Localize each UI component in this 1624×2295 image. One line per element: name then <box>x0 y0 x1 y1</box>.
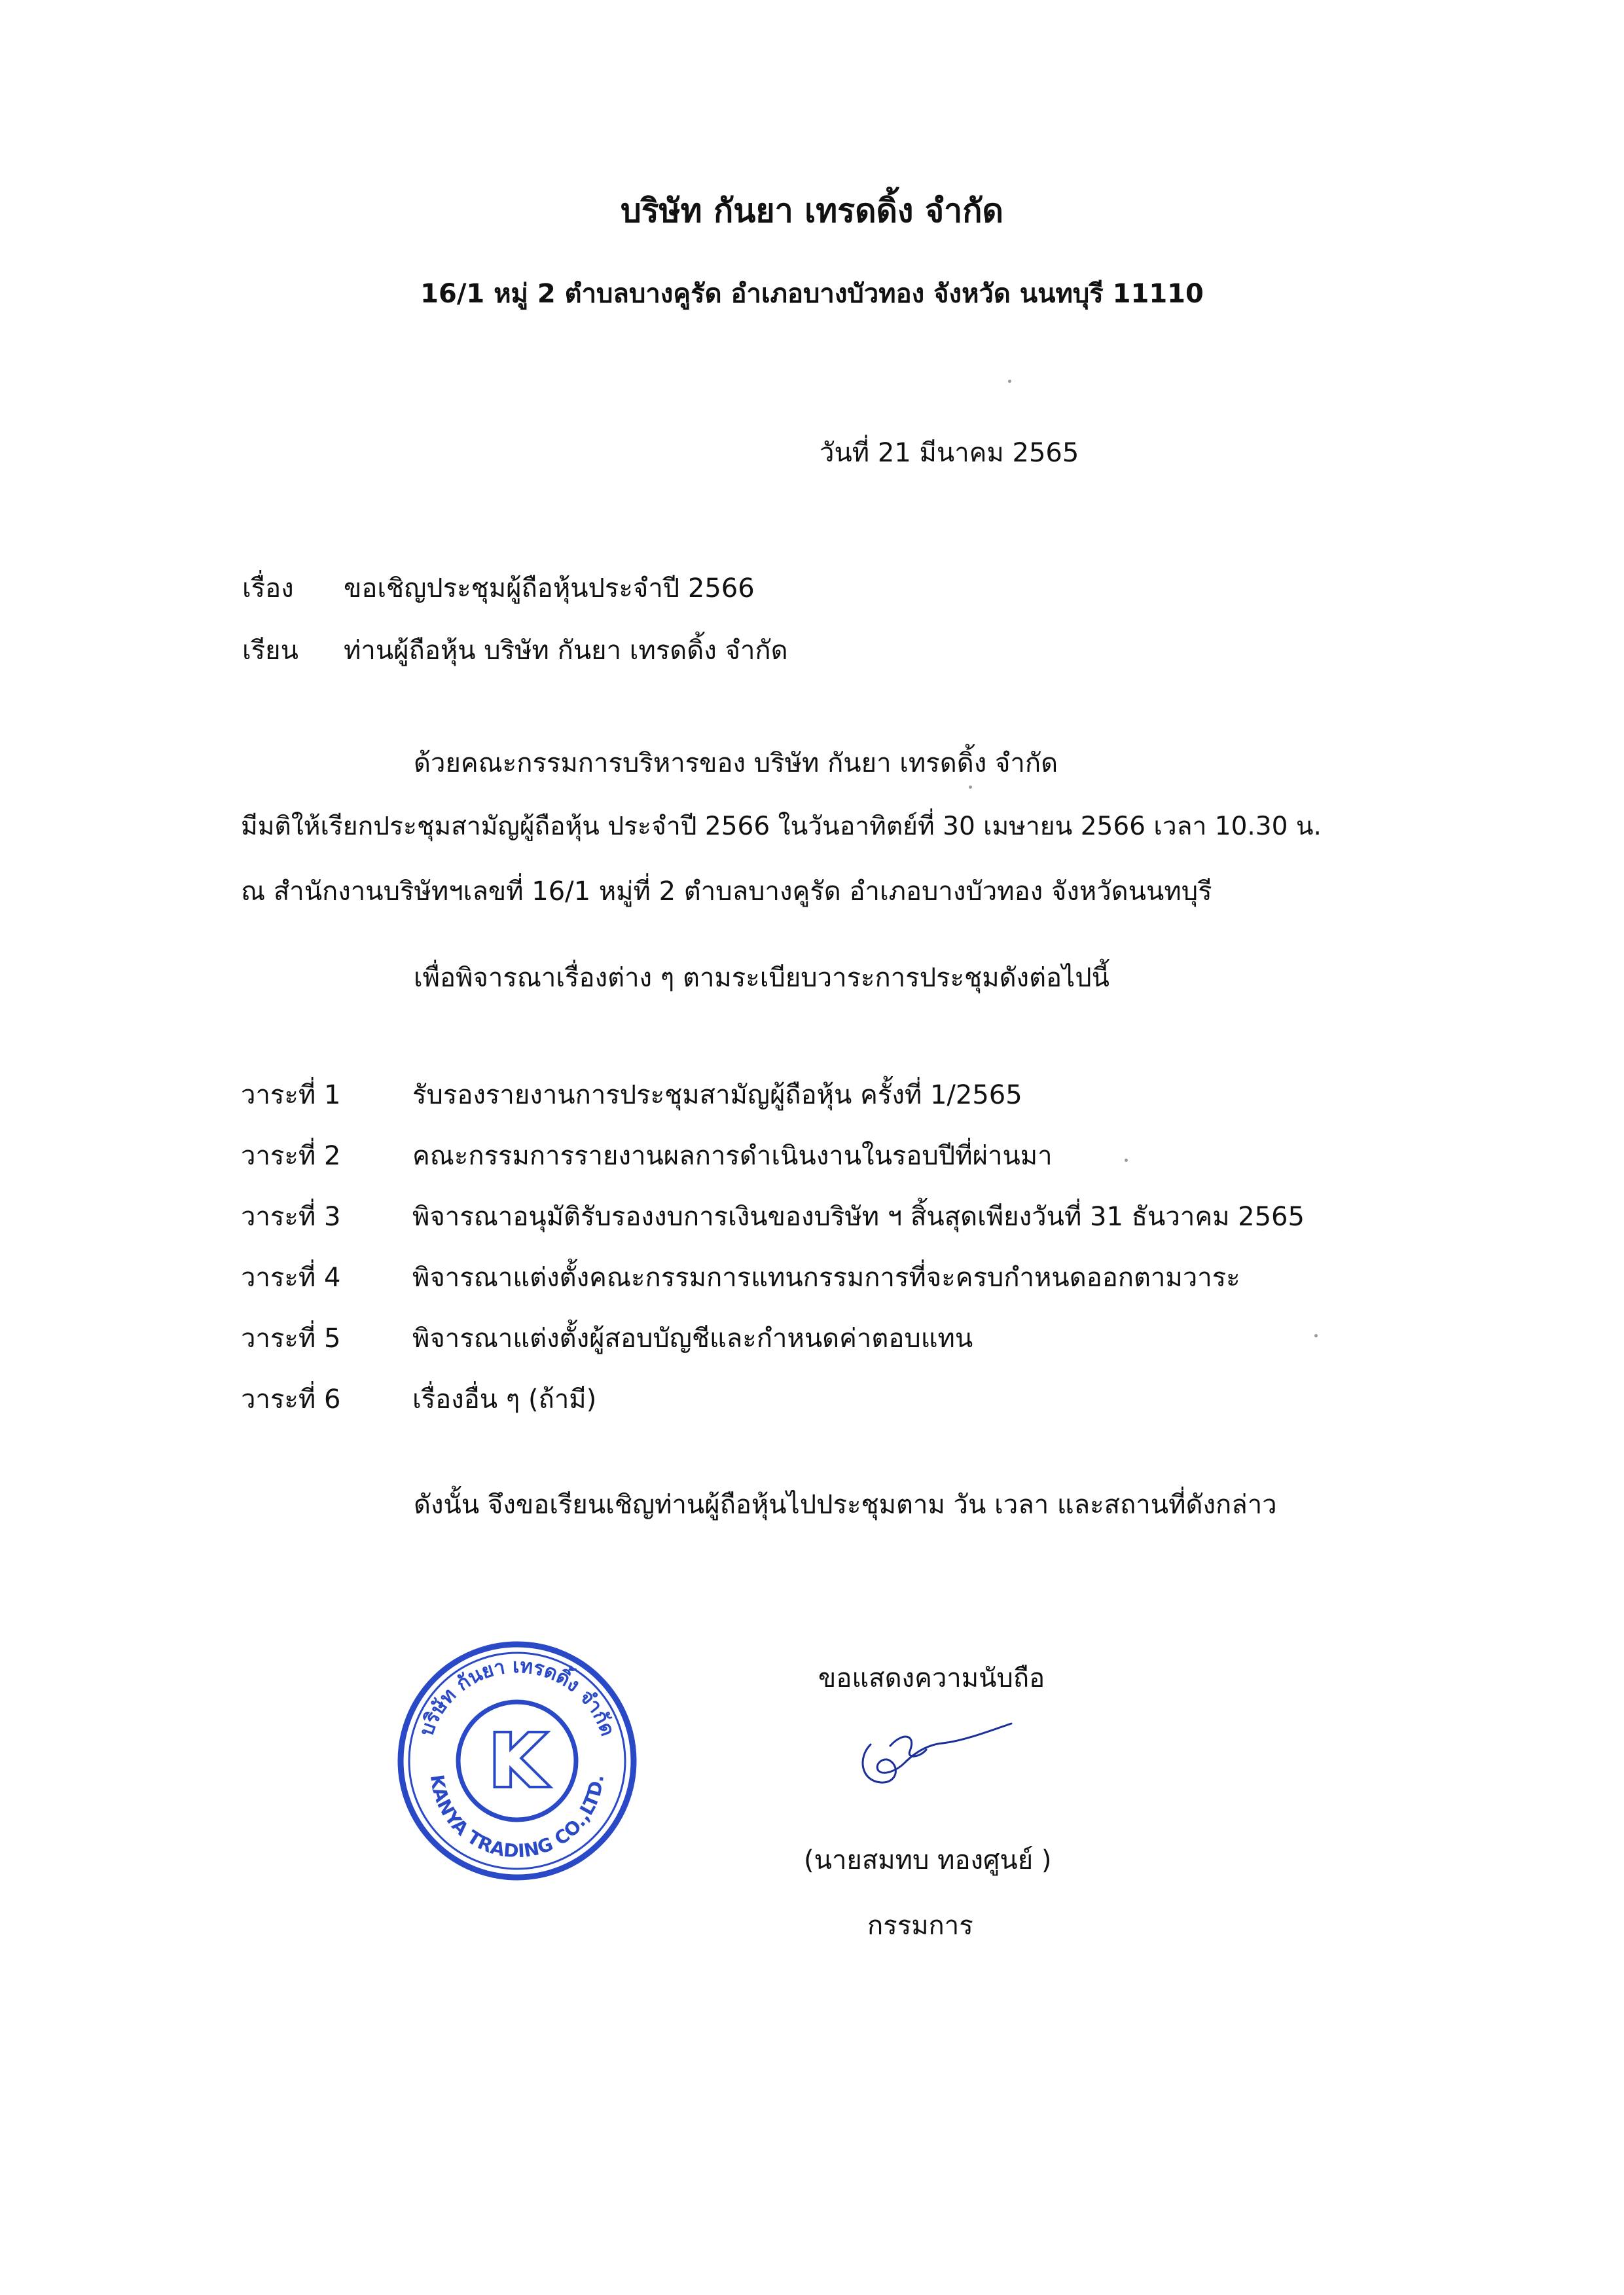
agenda-text: เรื่องอื่น ๆ (ถ้ามี) <box>412 1384 597 1415</box>
agenda-text: พิจารณาแต่งตั้งคณะกรรมการแทนกรรมการที่จะครบกำหนดออกตามวาระ <box>412 1263 1240 1293</box>
closing-line: ดังนั้น จึงขอเรียนเชิญท่านผู้ถือหุ้นไปประชุมตาม วัน เวลา และสถานที่ดังกล่าว <box>414 1490 1277 1520</box>
recipient-label: เรียน <box>242 636 298 666</box>
body-line-3: ณ สำนักงานบริษัทฯเลขที่ 16/1 หมู่ที่ 2 ตำบลบางคูรัด อำเภอบางบัวทอง จังหวัดนนทบุรี <box>241 876 1212 907</box>
agenda-label: วาระที่ 5 <box>241 1324 341 1354</box>
date-line: วันที่ 21 มีนาคม 2565 <box>820 438 1079 468</box>
company-stamp <box>393 1636 641 1885</box>
body-line-1: ด้วยคณะกรรมการบริหารของ บริษัท กันยา เทรดดิ้ง จำกัด <box>414 748 1058 778</box>
body-line-2: มีมติให้เรียกประชุมสามัญผู้ถือหุ้น ประจำปี 2566 ในวันอาทิตย์ที่ 30 เมษายน 2566 เวลา 10.30 น. <box>241 812 1322 841</box>
signer-name: (นายสมทบ ทองศูนย์ ) <box>804 1845 1052 1875</box>
agenda-text: พิจารณาแต่งตั้งผู้สอบบัญชีและกำหนดค่าตอบแทน <box>412 1324 973 1354</box>
agenda-label: วาระที่ 3 <box>241 1202 341 1232</box>
subject-text: ขอเชิญประชุมผู้ถือหุ้นประจำปี 2566 <box>344 573 755 604</box>
scan-speck <box>969 786 972 789</box>
stamp-logo-letter: K <box>489 1719 545 1803</box>
scan-speck <box>1008 380 1011 383</box>
agenda-label: วาระที่ 4 <box>241 1263 341 1293</box>
agenda-label: วาระที่ 1 <box>241 1080 341 1110</box>
agenda-label: วาระที่ 2 <box>241 1141 341 1171</box>
subject-label: เรื่อง <box>242 573 294 604</box>
signoff-greeting: ขอแสดงความนับถือ <box>818 1663 1045 1693</box>
scan-speck <box>1125 1159 1128 1162</box>
stamp-english-text: KANYA TRADING CO.,LTD. <box>425 1773 608 1862</box>
agenda-text: คณะกรรมการรายงานผลการดำเนินงานในรอบปีที่ผ่านมา <box>412 1141 1053 1171</box>
body-line-4: เพื่อพิจารณาเรื่องต่าง ๆ ตามระเบียบวาระการประชุมดังต่อไปนี้ <box>414 963 1110 993</box>
scan-speck <box>1314 1334 1318 1337</box>
agenda-label: วาระที่ 6 <box>241 1384 341 1415</box>
signature-scribble <box>844 1705 1021 1803</box>
recipient-text: ท่านผู้ถือหุ้น บริษัท กันยา เทรดดิ้ง จำกัด <box>344 636 788 666</box>
company-name: บริษัท กันยา เทรดดิ้ง จำกัด <box>621 192 1003 230</box>
agenda-text: รับรองรายงานการประชุมสามัญผู้ถือหุ้น ครั้งที่ 1/2565 <box>412 1080 1022 1110</box>
signer-position: กรรมการ <box>867 1911 973 1941</box>
stamp-thai-text: บริษัท กันยา เทรดดิ้ง จำกัด <box>415 1654 619 1739</box>
agenda-text: พิจารณาอนุมัติรับรองงบการเงินของบริษัท ฯ สิ้นสุดเพียงวันที่ 31 ธันวาคม 2565 <box>412 1202 1305 1232</box>
company-address: 16/1 หมู่ 2 ตำบลบางคูรัด อำเภอบางบัวทอง จังหวัด นนทบุรี 11110 <box>420 279 1204 309</box>
